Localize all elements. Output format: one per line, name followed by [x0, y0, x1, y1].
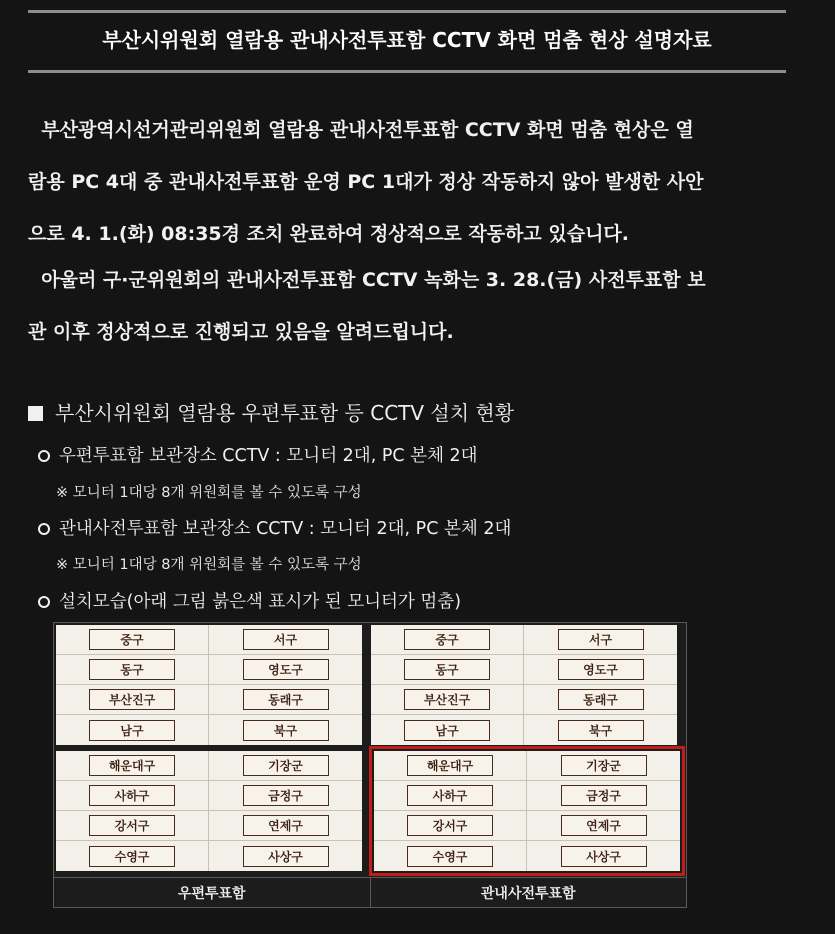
list-item	[38, 515, 511, 540]
monitor-postal-bottom	[56, 751, 362, 871]
committee-label: 금정구	[561, 785, 647, 806]
grid-cell	[209, 685, 362, 715]
paragraph-2-line: 아울러 구·군위원회의 관내사전투표함 CCTV 녹화는 3. 28.(금) 사전투표함 보	[28, 269, 706, 291]
grid-cell	[56, 715, 209, 745]
paragraph-1-line: 부산광역시선거관리위원회 열람용 관내사전투표함 CCTV 화면 멈춤 현상은 열	[28, 119, 694, 141]
monitor-postal-top	[56, 625, 362, 745]
circle-bullet-icon	[38, 450, 50, 462]
committee-label: 사하구	[407, 785, 493, 806]
section-heading-text: 부산시위원회 열람용 우편투표함 등 CCTV 설치 현황	[55, 401, 515, 425]
committee-label: 사하구	[89, 785, 175, 806]
grid-cell	[374, 841, 527, 871]
grid-cell	[56, 685, 209, 715]
grid-cell	[209, 811, 362, 841]
grid-cell	[56, 751, 209, 781]
committee-label: 부산진구	[89, 689, 175, 710]
paragraph-1-line: 람용 PC 4대 중 관내사전투표함 운영 PC 1대가 정상 작동하지 않아 발생한 사안	[28, 171, 704, 193]
monitor-advance-top	[371, 625, 677, 745]
grid-cell	[371, 625, 524, 655]
grid-cell	[527, 751, 680, 781]
page-title: 부산시위원회 열람용 관내사전투표함 CCTV 화면 멈춤 현상 설명자료	[102, 28, 712, 52]
circle-bullet-icon	[38, 523, 50, 535]
caption-advance: 관내사전투표함	[370, 878, 687, 908]
committee-label: 동구	[404, 659, 490, 680]
note: ※ 모니터 1대당 8개 위원회를 볼 수 있도록 구성	[56, 485, 362, 501]
grid-cell	[527, 841, 680, 871]
grid-cell	[527, 811, 680, 841]
committee-label: 동래구	[558, 689, 644, 710]
grid-cell	[524, 715, 677, 745]
grid-cell	[209, 655, 362, 685]
caption-postal: 우편투표함	[177, 886, 246, 902]
top-rule	[28, 10, 786, 13]
committee-label: 기장군	[561, 755, 647, 776]
list-item	[38, 442, 478, 467]
grid-cell	[524, 685, 677, 715]
grid-cell	[374, 781, 527, 811]
paragraph-2	[28, 254, 794, 358]
committee-label: 영도구	[558, 659, 644, 680]
grid-cell	[56, 781, 209, 811]
committee-label: 남구	[89, 720, 175, 741]
grid-cell	[524, 625, 677, 655]
committee-label: 해운대구	[89, 755, 175, 776]
cctv-installation-diagram	[53, 622, 687, 908]
committee-label: 사상구	[561, 846, 647, 867]
committee-label: 부산진구	[404, 689, 490, 710]
grid-cell	[56, 841, 209, 871]
committee-label: 북구	[558, 720, 644, 741]
grid-cell	[56, 655, 209, 685]
paragraph-1	[28, 104, 794, 260]
grid-cell	[371, 655, 524, 685]
monitor-advance-bottom-halted	[374, 751, 680, 871]
grid-cell	[56, 625, 209, 655]
committee-label: 수영구	[407, 846, 493, 867]
grid-cell	[209, 751, 362, 781]
committee-label: 연제구	[243, 815, 329, 836]
section-heading	[28, 397, 514, 426]
list-item-text: 설치모습(아래 그림 붉은색 표시가 된 모니터가 멈춤)	[59, 592, 462, 612]
grid-cell	[527, 781, 680, 811]
committee-label: 중구	[404, 629, 490, 650]
committee-label: 영도구	[243, 659, 329, 680]
note: ※ 모니터 1대당 8개 위원회를 볼 수 있도록 구성	[56, 557, 362, 573]
committee-label: 동래구	[243, 689, 329, 710]
square-bullet-icon	[28, 406, 43, 421]
committee-label: 동구	[89, 659, 175, 680]
grid-cell	[56, 811, 209, 841]
committee-label: 해운대구	[407, 755, 493, 776]
grid-cell	[371, 715, 524, 745]
list-item	[38, 588, 461, 613]
committee-label: 서구	[558, 629, 644, 650]
grid-cell	[209, 625, 362, 655]
grid-cell	[209, 715, 362, 745]
committee-label: 기장군	[243, 755, 329, 776]
grid-cell	[524, 655, 677, 685]
committee-label: 강서구	[407, 815, 493, 836]
circle-bullet-icon	[38, 596, 50, 608]
paragraph-1-line: 으로 4. 1.(화) 08:35경 조치 완료하여 정상적으로 작동하고 있습니다.	[28, 223, 630, 245]
title-rule	[28, 70, 786, 73]
committee-label: 남구	[404, 720, 490, 741]
grid-cell	[374, 811, 527, 841]
grid-cell	[374, 751, 527, 781]
committee-label: 서구	[243, 629, 329, 650]
grid-cell	[209, 781, 362, 811]
grid-cell	[209, 841, 362, 871]
committee-label: 중구	[89, 629, 175, 650]
paragraph-2-line: 관 이후 정상적으로 진행되고 있음을 알려드립니다.	[28, 321, 454, 343]
committee-label: 사상구	[243, 846, 329, 867]
committee-label: 금정구	[243, 785, 329, 806]
committee-label: 강서구	[89, 815, 175, 836]
diagram-caption-bar	[54, 877, 686, 908]
committee-label: 북구	[243, 720, 329, 741]
committee-label: 연제구	[561, 815, 647, 836]
list-item-text: 관내사전투표함 보관장소 CCTV : 모니터 2대, PC 본체 2대	[59, 519, 512, 539]
committee-label: 수영구	[89, 846, 175, 867]
list-item-text: 우편투표함 보관장소 CCTV : 모니터 2대, PC 본체 2대	[59, 446, 478, 466]
grid-cell	[371, 685, 524, 715]
